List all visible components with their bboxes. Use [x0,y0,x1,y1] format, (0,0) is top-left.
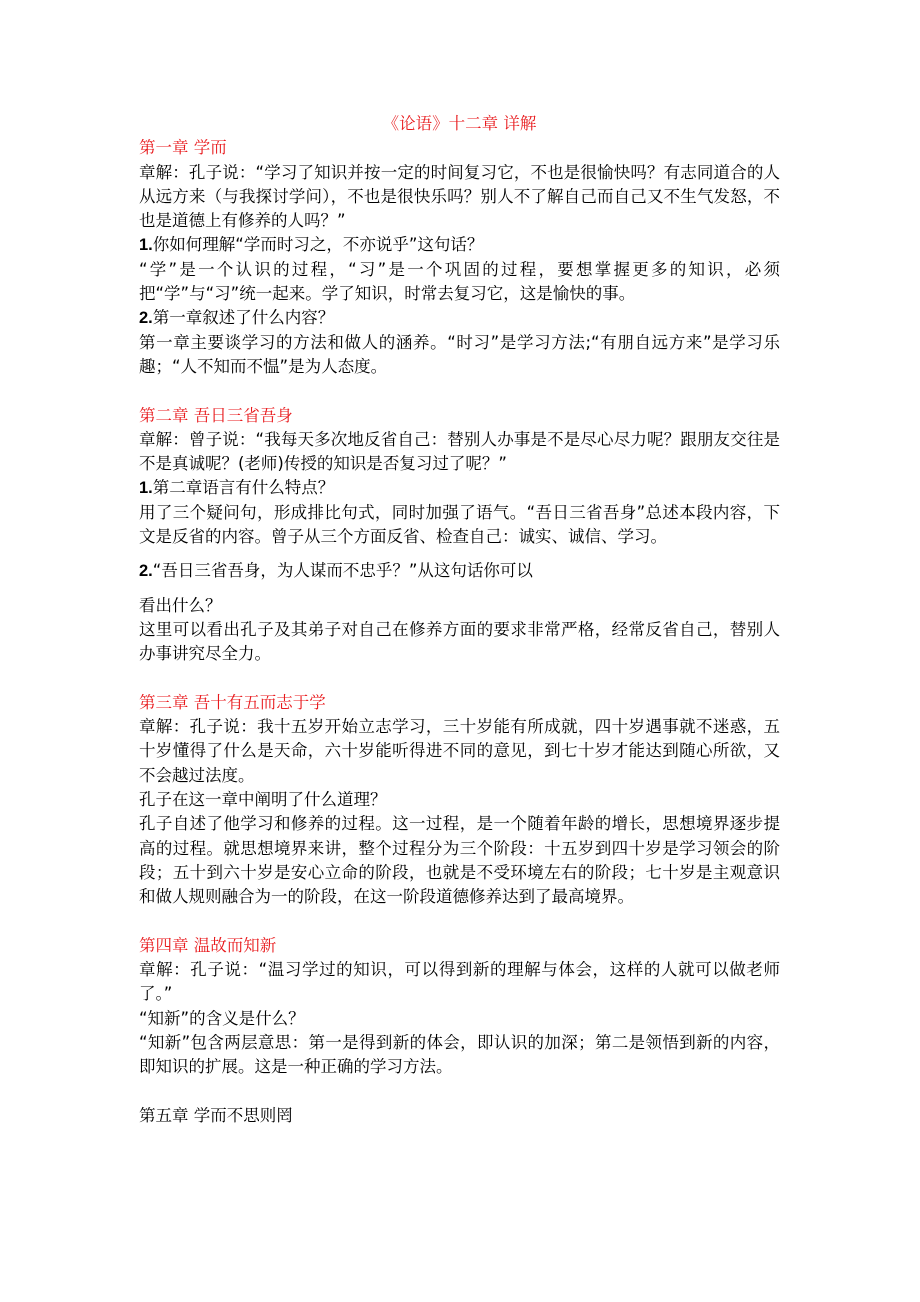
answer: 用了三个疑问句，形成排比句式，同时加强了语气。“吾日三省吾身”总述本段内容，下文是反省的内容。曾子从三个方面反省、检查自己：诚实、诚信、学习。 [139,502,780,547]
question-number: 2. [139,562,153,581]
question: 孔子在这一章中阐明了什么道理？ [139,790,387,810]
question [139,306,780,330]
question-text: 第二章语言有什么特点？ [152,478,335,498]
spacer [139,379,780,403]
question: “知新”的含义是什么？ [139,1008,305,1028]
spacer [139,549,780,559]
chapter-explanation: 章解：孔子说：“温习学过的知识，可以得到新的理解与体会，这样的人就可以做老师了。” [139,960,780,1004]
spacer [139,910,780,934]
chapter-explanation: 章解：曾子说：“我每天多次地反省自己：替别人办事是不是尽心尽力呢？跟朋友交往是不是真诚呢？(老师)传授的知识是否复习过了呢？” [139,429,780,474]
chapter-3 [139,691,780,910]
chapter-explanation: 章解：孔子说：“学习了知识并按一定的时间复习它，不也是很愉快吗？有志同道合的人从远方来（与我探讨学问），不也是很快乐吗？别人不了解自己而自己又不生气发怒，不也是道德上有修养的人吗？” [139,162,780,231]
chapter-5 [139,1104,780,1128]
question-text: “吾日三省吾身，为人谋而不忠乎？”从这句话你可以 [152,561,533,581]
answer: 孔子自述了他学习和修养的过程。这一过程，是一个随着年龄的增长，思想境界逐步提高的过程。就思想境界来讲，整个过程分为三个阶段：十五岁到四十岁是学习领会的阶段；五十到六十岁是安心立命的阶段，也就是不受环境左右的阶段；七十岁是主观意识和做人规则融合为一的阶段，在这一阶段道德修养达到了最高境界。 [139,814,780,907]
question [139,476,780,500]
chapter-heading: 第四章 温故而知新 [139,935,277,955]
question [139,233,780,257]
chapter-heading: 第三章 吾十有五而志于学 [139,692,326,712]
chapter-heading: 第五章 学而不思则罔 [139,1105,293,1125]
answer: 这里可以看出孔子及其弟子对自己在修养方面的要求非常严格，经常反省自己，替别人办事讲究尽全力。 [139,619,780,664]
answer: 第一章主要谈学习的方法和做人的涵养。“时习”是学习方法;“有朋自远方来”是学习乐趣；“人不知而不愠”是为人态度。 [139,332,780,376]
chapter-4 [139,934,780,1080]
chapter-heading: 第二章 吾日三省吾身 [139,405,293,425]
question-number: 1. [139,479,153,498]
question-number: 2. [139,309,153,328]
question [139,559,780,583]
answer: “知新”包含两层意思：第一是得到新的体会，即认识的加深；第二是领悟到新的内容，即知识的扩展。这是一种正确的学习方法。 [139,1032,780,1077]
question-text: 第一章叙述了什么内容？ [152,308,335,328]
chapter-explanation: 章解：孔子说：我十五岁开始立志学习，三十岁能有所成就，四十岁遇事就不迷惑，五十岁懂得了什么是天命，六十岁能听得进不同的意见，到七十岁才能达到随心所欲，又不会越过法度。 [139,717,780,785]
chapter-2 [139,404,780,667]
chapter-heading: 第一章 学而 [139,138,227,158]
question-continuation: 看出什么？ [139,595,222,615]
spacer [139,1080,780,1104]
chapter-1 [139,136,780,379]
question-text: 你如何理解“学而时习之，不亦说乎”这句话？ [152,235,484,255]
question-number: 1. [139,236,153,255]
spacer [139,667,780,691]
answer: “学”是一个认识的过程，“习”是一个巩固的过程，要想掌握更多的知识，必须把“学”与“习”统一起来。学了知识，时常去复习它，这是愉快的事。 [139,259,780,304]
document-title: 《论语》十二章 详解 [382,114,537,133]
spacer [139,584,780,594]
